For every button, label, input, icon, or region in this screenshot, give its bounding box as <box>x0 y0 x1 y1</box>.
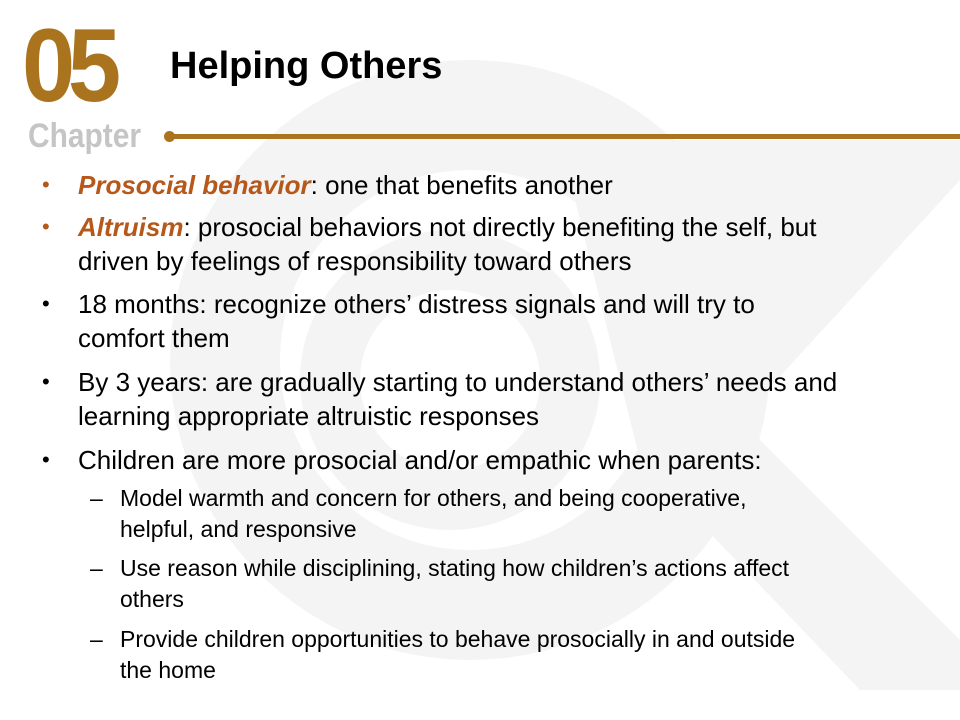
bullet-18-months <box>78 287 948 355</box>
slide-title: Helping Others <box>170 45 443 87</box>
sub-bullet-use-reason <box>120 553 940 615</box>
chapter-label: Chapter <box>28 117 142 155</box>
sub-bullet-text: helpful, and responsive <box>120 516 357 542</box>
sub-bullet-text: Model warmth and concern for others, and being cooperative, <box>120 485 747 511</box>
bullet-text: comfort them <box>78 323 230 353</box>
bullet-altruism <box>78 210 948 278</box>
bullet-text: Children are more prosocial and/or empathic when parents: <box>78 445 762 475</box>
bullet-marker: • <box>42 172 50 197</box>
sub-bullet-marker: – <box>90 555 103 581</box>
term-altruism: Altruism <box>78 212 184 242</box>
bullet-text: learning appropriate altruistic responses <box>78 401 540 431</box>
term-prosocial-behavior: Prosocial behavior <box>78 170 311 200</box>
sub-bullet-marker: – <box>90 485 103 511</box>
bullet-3-years <box>78 365 948 433</box>
bullet-text: : prosocial behaviors not directly benefiting the self, but <box>183 212 817 242</box>
sub-bullet-text: Use reason while disciplining, stating how children’s actions affect <box>120 555 790 581</box>
bullet-prosocial-behavior <box>78 168 948 202</box>
sub-bullet-opportunities <box>120 624 940 686</box>
bullet-marker: • <box>42 291 50 316</box>
bullet-text: 18 months: recognize others’ distress signals and will try to <box>78 289 755 319</box>
header-rule <box>170 134 960 139</box>
chapter-number: 05 <box>22 8 114 124</box>
sub-bullet-text: Provide children opportunities to behave prosocially in and outside <box>120 626 796 652</box>
bullet-marker: • <box>42 447 50 472</box>
bullet-parents <box>78 443 948 477</box>
sub-bullet-text: others <box>120 586 184 612</box>
bullet-marker: • <box>42 214 50 239</box>
bullet-text: By 3 years: are gradually starting to understand others’ needs and <box>78 367 838 397</box>
bullet-text: driven by feelings of responsibility toward others <box>78 246 632 276</box>
sub-bullet-marker: – <box>90 626 103 652</box>
sub-bullet-model-warmth <box>120 483 940 545</box>
sub-bullet-text: the home <box>120 657 216 683</box>
bullet-text: : one that benefits another <box>310 170 613 200</box>
bullet-marker: • <box>42 369 50 394</box>
